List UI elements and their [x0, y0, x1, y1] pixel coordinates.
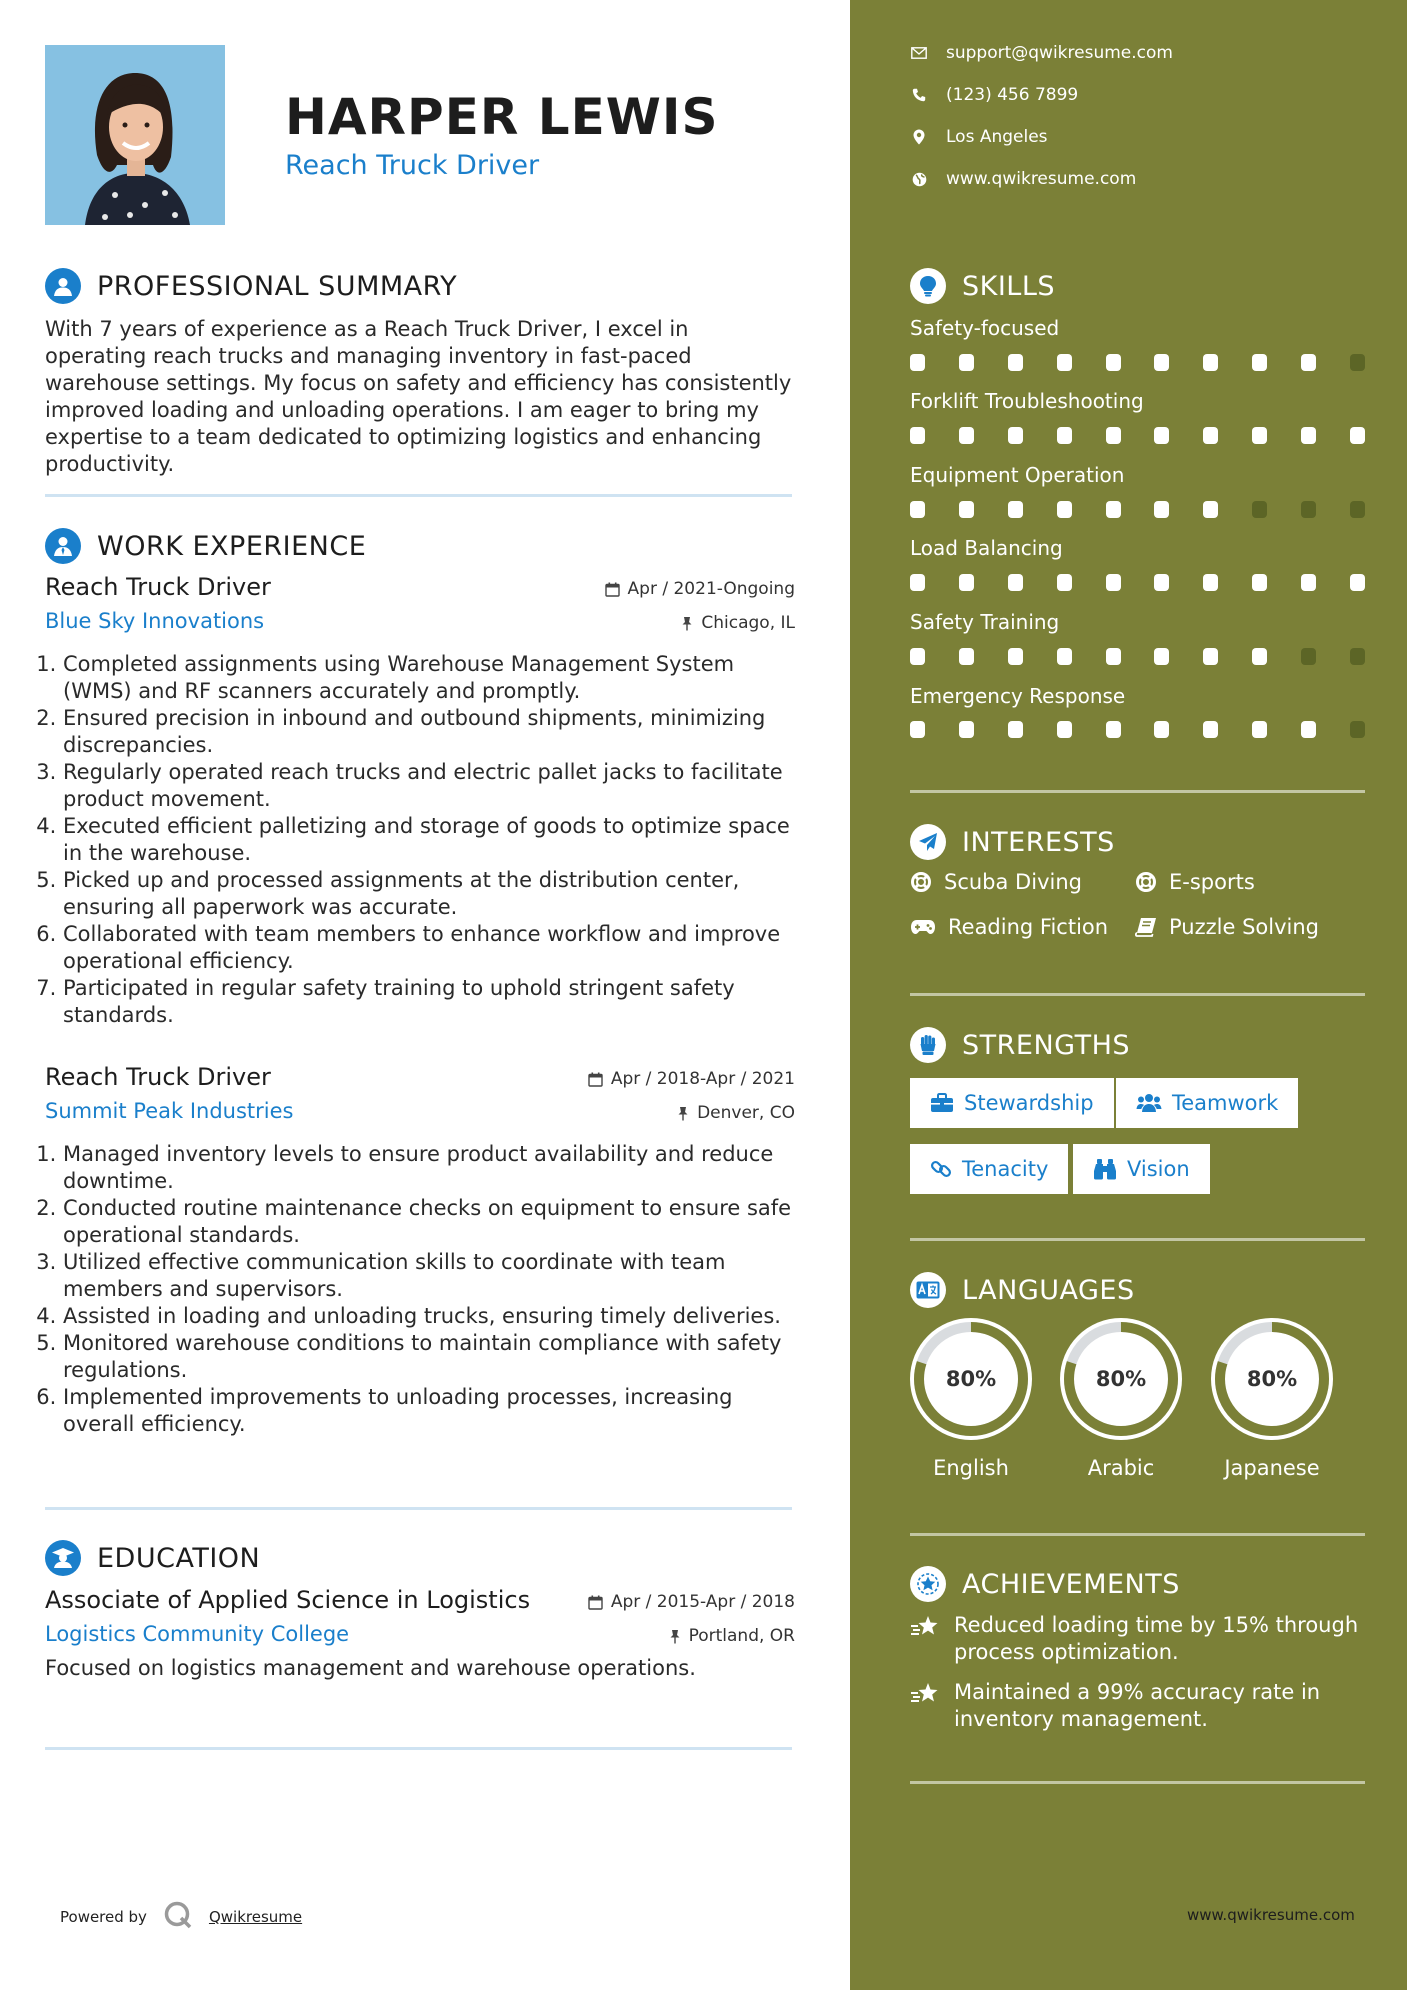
skill-dot-filled: [1252, 427, 1267, 444]
user-circle-icon: [45, 268, 81, 304]
language-name: English: [933, 1456, 1009, 1480]
strength-label: Tenacity: [962, 1157, 1049, 1181]
skill-rating: [910, 574, 1365, 591]
contact-location-text: Los Angeles: [946, 127, 1048, 147]
skill-dot-filled: [1301, 721, 1316, 738]
achievements-heading-text: ACHIEVEMENTS: [962, 1568, 1180, 1600]
skill-dot-filled: [1154, 354, 1169, 371]
skills-heading: [910, 268, 1055, 304]
skill-dot-filled: [910, 354, 925, 371]
interest-item: [910, 915, 1108, 939]
strength-label: Stewardship: [964, 1091, 1094, 1115]
profile-photo: [45, 45, 225, 225]
interest-item: [1135, 870, 1255, 894]
skill-dot-filled: [1301, 427, 1316, 444]
skill-dot-filled: [1154, 501, 1169, 518]
skill-rating: [910, 648, 1365, 665]
job-bullets: [45, 651, 795, 1029]
calendar-icon: [588, 1072, 603, 1087]
candidate-name: HARPER LEWIS: [285, 88, 719, 146]
skill-dot-empty: [1350, 501, 1365, 518]
contact-email-text: support@qwikresume.com: [946, 43, 1173, 63]
book-icon: [1135, 917, 1157, 937]
skill-dot-filled: [1350, 427, 1365, 444]
job-entry: [45, 573, 795, 1029]
education-heading: [45, 1540, 260, 1576]
skill-dot-filled: [910, 648, 925, 665]
skill-dot-filled: [1301, 574, 1316, 591]
contact-phone: [910, 85, 1078, 105]
skill-dot-filled: [1154, 648, 1169, 665]
list-item: 1. Completed assignments using Warehouse Management System (WMS) and RF scanners accurately and promptly.: [63, 651, 795, 705]
education-date: [588, 1592, 795, 1612]
language-item: [910, 1318, 1032, 1480]
job-entry: [45, 1063, 795, 1438]
map-marker-icon: [910, 129, 928, 145]
gamepad-icon: [910, 919, 936, 935]
strengths-heading-text: STRENGTHS: [962, 1029, 1131, 1061]
education-date-text: Apr / 2015-Apr / 2018: [610, 1592, 795, 1612]
skill-dot-filled: [959, 574, 974, 591]
skill-dot-filled: [1106, 501, 1121, 518]
skill-dot-empty: [1350, 354, 1365, 371]
envelope-icon: [910, 47, 928, 59]
contact-location: [910, 127, 1048, 147]
skill-dot-empty: [1350, 648, 1365, 665]
list-item: 6. Implemented improvements to unloading processes, increasing overall efficiency.: [63, 1384, 795, 1438]
skill-dot-filled: [1203, 354, 1218, 371]
job-location-text: Denver, CO: [697, 1103, 795, 1123]
shooting-star-icon: [910, 1679, 942, 1733]
interest-item: [910, 870, 1082, 894]
language-name: Arabic: [1087, 1456, 1155, 1480]
calendar-icon: [588, 1595, 603, 1610]
skill-dot-filled: [1106, 648, 1121, 665]
skill-dot-filled: [910, 721, 925, 738]
language-percent: 80%: [945, 1367, 997, 1391]
skill-dot-filled: [959, 721, 974, 738]
list-item: 4. Assisted in loading and unloading trucks, ensuring timely deliveries.: [63, 1303, 795, 1330]
fist-icon: [910, 1027, 946, 1063]
strength-badge: [1116, 1078, 1298, 1128]
interests-heading: [910, 824, 1115, 860]
languages-heading: [910, 1272, 1135, 1308]
skill-dot-filled: [1106, 574, 1121, 591]
shooting-star-icon: [910, 1612, 942, 1666]
interest-label: Puzzle Solving: [1169, 915, 1319, 939]
divider: [45, 494, 792, 497]
language-item: [1211, 1318, 1333, 1480]
skill-dot-filled: [959, 427, 974, 444]
skill-dot-filled: [1057, 721, 1072, 738]
binoculars-icon: [1093, 1158, 1117, 1180]
skill-dot-empty: [1350, 721, 1365, 738]
divider: [45, 1747, 792, 1750]
skill-dot-filled: [959, 501, 974, 518]
skill-dot-empty: [1301, 501, 1316, 518]
job-date: [588, 1069, 795, 1089]
interest-label: E-sports: [1169, 870, 1255, 894]
skill-name: Load Balancing: [910, 536, 1063, 560]
skill-name: Emergency Response: [910, 684, 1126, 708]
job-company: Blue Sky Innovations: [45, 609, 265, 633]
calendar-icon: [605, 582, 620, 597]
contact-email: [910, 43, 1173, 63]
graduate-icon: [45, 1540, 81, 1576]
skill-name: Safety Training: [910, 610, 1060, 634]
skill-rating: [910, 427, 1365, 444]
list-item: 3. Regularly operated reach trucks and electric pallet jacks to facilitate product movement.: [63, 759, 795, 813]
link-icon: [930, 1158, 952, 1180]
language-item: [1060, 1318, 1182, 1480]
experience-heading-text: WORK EXPERIENCE: [97, 530, 367, 562]
qwikresume-logo-icon: [163, 1900, 193, 1934]
pin-icon: [669, 1629, 681, 1644]
summary-text: With 7 years of experience as a Reach Truck Driver, I excel in operating reach trucks and managing inventory in fast-paced warehouse settings. My focus on safety and efficiency has consistently improved loading and unloading operations. I am eager to bring my expertise to a team dedicated to optimizing logistics and enhancing productivity.: [45, 317, 792, 476]
skill-dot-filled: [959, 648, 974, 665]
summary-heading-text: PROFESSIONAL SUMMARY: [97, 270, 458, 302]
education-location: [669, 1626, 795, 1646]
skill-dot-filled: [1203, 721, 1218, 738]
divider: [45, 1507, 792, 1510]
footer-powered-by: [60, 1900, 302, 1934]
skill-dot-filled: [1252, 574, 1267, 591]
job-title: Reach Truck Driver: [45, 1063, 271, 1091]
paper-plane-icon: [910, 824, 946, 860]
achievement-text: Reduced loading time by 15% through process optimization.: [954, 1613, 1359, 1664]
achievement-item: [910, 1612, 1365, 1666]
skill-dot-filled: [1008, 427, 1023, 444]
star-badge-icon: [910, 1566, 946, 1602]
candidate-title: Reach Truck Driver: [285, 150, 540, 181]
job-location: [681, 613, 795, 633]
skill-dot-filled: [1008, 354, 1023, 371]
divider: [910, 1238, 1365, 1241]
interest-item: [1135, 915, 1319, 939]
list-item: 2. Conducted routine maintenance checks on equipment to ensure safe operational standards.: [63, 1195, 795, 1249]
skill-dot-filled: [1057, 648, 1072, 665]
strength-badge: [1073, 1144, 1210, 1194]
skill-dot-filled: [1057, 574, 1072, 591]
skill-dot-filled: [1057, 501, 1072, 518]
skill-dot-filled: [910, 574, 925, 591]
pin-icon: [677, 1106, 689, 1121]
phone-icon: [910, 88, 928, 102]
education-degree: Associate of Applied Science in Logistics: [45, 1586, 531, 1614]
strength-badge: [910, 1144, 1068, 1194]
interest-label: Scuba Diving: [944, 870, 1082, 894]
list-item: 5. Picked up and processed assignments at the distribution center, ensuring all paperwork was accurate.: [63, 867, 795, 921]
skill-dot-filled: [1008, 574, 1023, 591]
achievement-text: Maintained a 99% accuracy rate in inventory management.: [954, 1680, 1321, 1731]
achievement-item: [910, 1679, 1365, 1733]
divider: [910, 790, 1365, 793]
divider: [910, 1781, 1365, 1784]
strengths-heading: [910, 1027, 1130, 1063]
users-icon: [1136, 1093, 1162, 1113]
footer-brand-link[interactable]: Qwikresume: [208, 1908, 303, 1926]
interest-label: Reading Fiction: [948, 915, 1109, 939]
job-title: Reach Truck Driver: [45, 573, 271, 601]
contact-website-text: www.qwikresume.com: [946, 169, 1137, 189]
list-item: 2. Ensured precision in inbound and outbound shipments, minimizing discrepancies.: [63, 705, 795, 759]
experience-heading: [45, 528, 366, 564]
life-ring-icon: [1135, 871, 1157, 893]
education-school: Logistics Community College: [45, 1622, 350, 1646]
skill-dot-filled: [1154, 427, 1169, 444]
job-location: [677, 1103, 795, 1123]
skill-dot-filled: [1203, 427, 1218, 444]
job-date-text: Apr / 2018-Apr / 2021: [610, 1069, 795, 1089]
list-item: 4. Executed efficient palletizing and storage of goods to optimize space in the warehouse.: [63, 813, 795, 867]
skill-dot-filled: [1350, 574, 1365, 591]
job-company: Summit Peak Industries: [45, 1099, 294, 1123]
divider: [910, 1533, 1365, 1536]
skill-dot-filled: [1057, 427, 1072, 444]
language-percent: 80%: [1095, 1367, 1147, 1391]
education-location-text: Portland, OR: [688, 1626, 795, 1646]
list-item: 5. Monitored warehouse conditions to maintain compliance with safety regulations.: [63, 1330, 795, 1384]
job-bullets: [45, 1141, 795, 1438]
skill-name: Safety-focused: [910, 316, 1060, 340]
user-tie-icon: [45, 528, 81, 564]
skill-dot-filled: [1057, 354, 1072, 371]
skill-rating: [910, 721, 1365, 738]
list-item: 6. Collaborated with team members to enhance workflow and improve operational efficiency.: [63, 921, 795, 975]
lightbulb-icon: [910, 268, 946, 304]
interests-heading-text: INTERESTS: [962, 826, 1115, 858]
skill-dot-filled: [1203, 648, 1218, 665]
contact-phone-text: (123) 456 7899: [946, 85, 1079, 105]
skill-dot-filled: [1106, 354, 1121, 371]
pin-icon: [681, 616, 693, 631]
skill-dot-filled: [1203, 574, 1218, 591]
education-heading-text: EDUCATION: [97, 1542, 261, 1574]
skill-dot-filled: [910, 501, 925, 518]
briefcase-icon: [930, 1093, 954, 1113]
skill-dot-filled: [910, 427, 925, 444]
skill-dot-filled: [1008, 648, 1023, 665]
skill-dot-filled: [1008, 501, 1023, 518]
contact-website: [910, 169, 1136, 189]
education-entry: [45, 1586, 795, 1680]
skill-dot-filled: [1008, 721, 1023, 738]
translate-icon: [910, 1272, 946, 1308]
skill-dot-filled: [1106, 427, 1121, 444]
skill-dot-filled: [959, 354, 974, 371]
language-name: Japanese: [1224, 1456, 1320, 1480]
skill-dot-filled: [1154, 574, 1169, 591]
skill-dot-empty: [1252, 501, 1267, 518]
skill-dot-filled: [1301, 354, 1316, 371]
skill-dot-filled: [1154, 721, 1169, 738]
job-date: [605, 579, 795, 599]
divider: [910, 993, 1365, 996]
skill-dot-filled: [1252, 721, 1267, 738]
skill-rating: [910, 354, 1365, 371]
strength-badge: [910, 1078, 1114, 1128]
skill-dot-filled: [1106, 721, 1121, 738]
skill-name: Forklift Troubleshooting: [910, 389, 1144, 413]
skill-rating: [910, 501, 1365, 518]
skill-dot-filled: [1252, 648, 1267, 665]
list-item: 3. Utilized effective communication skills to coordinate with team members and supervisors.: [63, 1249, 795, 1303]
skill-dot-filled: [1252, 354, 1267, 371]
skill-name: Equipment Operation: [910, 463, 1125, 487]
life-ring-icon: [910, 871, 932, 893]
skill-dot-filled: [1203, 501, 1218, 518]
education-description: Focused on logistics management and warehouse operations.: [45, 1656, 696, 1680]
achievements-heading: [910, 1566, 1180, 1602]
language-percent: 80%: [1246, 1367, 1298, 1391]
footer-website: www.qwikresume.com: [1187, 1906, 1355, 1924]
list-item: 7. Participated in regular safety training to uphold stringent safety standards.: [63, 975, 795, 1029]
list-item: 1. Managed inventory levels to ensure product availability and reduce downtime.: [63, 1141, 795, 1195]
skills-heading-text: SKILLS: [962, 270, 1056, 302]
strength-label: Teamwork: [1172, 1091, 1279, 1115]
job-date-text: Apr / 2021-Ongoing: [627, 579, 795, 599]
powered-by-text: Powered by: [60, 1908, 147, 1926]
summary-heading: [45, 268, 457, 304]
languages-heading-text: LANGUAGES: [962, 1274, 1135, 1306]
job-location-text: Chicago, IL: [701, 613, 795, 633]
skill-dot-empty: [1301, 648, 1316, 665]
strength-label: Vision: [1127, 1157, 1190, 1181]
globe-icon: [910, 172, 928, 187]
